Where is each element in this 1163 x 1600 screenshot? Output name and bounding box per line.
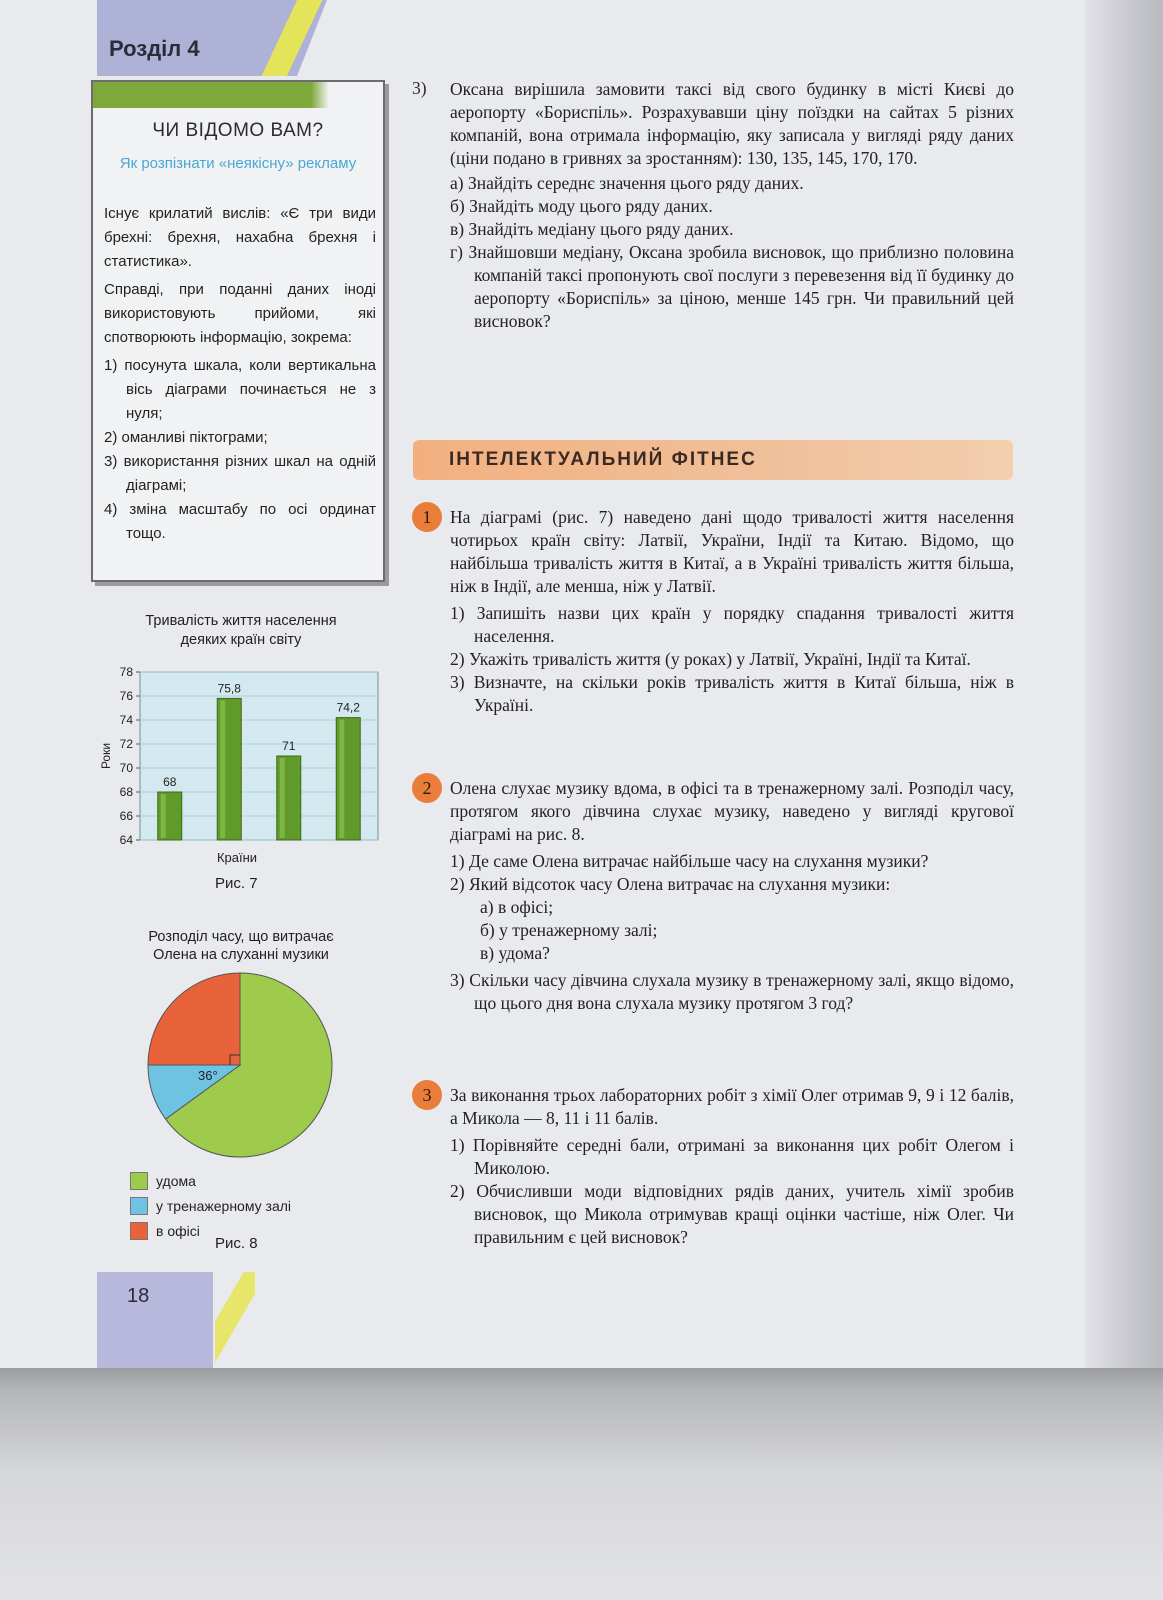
life-expectancy-bar-chart bbox=[98, 660, 388, 870]
y-tick-label: 64 bbox=[119, 833, 133, 847]
legend-item-home bbox=[130, 1168, 390, 1193]
bar-data-label: 71 bbox=[282, 739, 296, 753]
exercise-2-item: 3) Скільки часу дівчина слухала музику в тренажерному залі, якщо відомо, що цього дня вона слухала музику протягом 3 год? bbox=[450, 970, 1014, 1013]
task3-item: б) Знайдіть моду цього ряду даних. bbox=[450, 196, 713, 216]
footer-yellow-stripe bbox=[215, 1272, 255, 1368]
exercise-2-subitems bbox=[450, 896, 1014, 965]
exercise-3 bbox=[450, 1084, 1014, 1249]
y-tick-label: 68 bbox=[119, 785, 133, 799]
bar-data-label: 74,2 bbox=[336, 700, 360, 715]
exercise-2-item: 2) Який відсоток часу Олена витрачає на слухання музики: bbox=[450, 874, 891, 894]
exercise-3-items bbox=[450, 1134, 1014, 1249]
exercise-1-item: 1) Запишіть назви цих країн у порядку спадання тривалості життя населення. bbox=[450, 603, 1014, 646]
task3-item: в) Знайдіть медіану цього ряду даних. bbox=[450, 219, 734, 239]
figure7-title bbox=[110, 612, 372, 650]
figure8-caption: Рис. 8 bbox=[215, 1235, 258, 1252]
figure7-caption: Рис. 7 bbox=[215, 875, 258, 892]
info-box-title: ЧИ ВІДОМО ВАМ? bbox=[152, 120, 324, 141]
task3-item: г) Знайшовши медіану, Оксана зробила висновок, що приблизно половина компаній таксі пропонують свої послуги з перевезення від її будинку до аеропорту «Бориспіль» за ціною, менше 145 грн. Чи правильний цей висновок? bbox=[450, 242, 1014, 331]
info-box-subtitle: Як розпізнати «неякісну» рекламу bbox=[119, 155, 357, 172]
bar-highlight bbox=[220, 700, 225, 838]
info-box bbox=[91, 80, 385, 582]
info-box-tab bbox=[93, 82, 311, 108]
legend-item-office bbox=[130, 1218, 390, 1243]
exercise-3-item: 2) Обчисливши моди відповідних рядів даних, учитель хімії зробив висновок, що Микола отримував кращі оцінки частіше, ніж Олег. Чи правильним є цей висновок? bbox=[450, 1181, 1014, 1247]
bar-data-label: 75,8 bbox=[217, 681, 241, 696]
scan-bottom-shadow bbox=[0, 1368, 1163, 1600]
exercise-3-badge: 3 bbox=[412, 1080, 442, 1110]
x-axis-label: Країни bbox=[216, 850, 258, 865]
exercise-2-subitem: а) в офісі; bbox=[480, 897, 554, 917]
legend-swatch-gym bbox=[130, 1197, 148, 1215]
bar-data-label: 68 bbox=[163, 775, 177, 789]
figure8-title bbox=[110, 928, 372, 964]
exercise-2-text: Олена слухає музику вдома, в офісі та в тренажерному залі. Розподіл часу, протягом якого дівчина слухає музику, наведено у вигляді кругової діаграмі на рис. 8. bbox=[450, 778, 1014, 844]
y-tick-label: 72 bbox=[119, 737, 133, 751]
task3-text: Оксана вирішила замовити таксі від свого будинку в місті Києві до аеропорту «Бориспіль». Розрахувавши ціну поїздки на сайтах 5 різних компаній, вона отримала інформацію, яку записала у вигляді ряду даних (ціни подано в гривнях за зростанням): 130, 135, 145, 170, 170. bbox=[450, 79, 1014, 168]
footer-purple-block bbox=[97, 1272, 213, 1368]
info-paragraph-2: Справді, при поданні даних іноді використовують прийоми, які спотворюють інформацію, зокрема: bbox=[104, 281, 376, 346]
exercise-2-badge: 2 bbox=[412, 773, 442, 803]
figure8-title-line2: Олена на слуханні музики bbox=[153, 947, 329, 963]
page-number: 18 bbox=[127, 1285, 150, 1307]
pie-legend bbox=[130, 1168, 390, 1243]
fitness-title: ІНТЕЛЕКТУАЛЬНИЙ ФІТНЕС bbox=[449, 449, 757, 470]
info-list-item: 3) використання різних шкал на одній діаграмі; bbox=[104, 453, 376, 494]
legend-item-gym bbox=[130, 1193, 390, 1218]
task3-items bbox=[450, 172, 1014, 333]
exercise-3-item: 1) Порівняйте середні бали, отримані за виконання цих робіт Олегом і Миколою. bbox=[450, 1135, 1014, 1178]
y-tick-label: 66 bbox=[119, 809, 133, 823]
bar-highlight bbox=[161, 794, 166, 838]
exercise-1-item: 2) Укажіть тривалість життя (у роках) у Латвії, Україні, Індії та Китаї. bbox=[450, 649, 971, 669]
task3-item: а) Знайдіть середнє значення цього ряду даних. bbox=[450, 173, 804, 193]
y-tick-label: 74 bbox=[119, 713, 133, 727]
exercise-2 bbox=[450, 777, 1014, 1015]
exercise-3-text: За виконання трьох лабораторних робіт з хімії Олег отримав 9, 9 і 12 балів, а Микола — 8, 11 і 11 балів. bbox=[450, 1085, 1014, 1128]
music-time-pie-chart bbox=[140, 965, 340, 1165]
bar-highlight bbox=[339, 720, 344, 838]
info-box-body bbox=[104, 202, 376, 546]
task3-block bbox=[450, 78, 1014, 333]
bar-highlight bbox=[280, 758, 285, 838]
legend-label: в офісі bbox=[156, 1222, 200, 1239]
info-list-item: 2) оманливі піктограми; bbox=[104, 429, 268, 446]
page-spine-shadow bbox=[1085, 0, 1163, 1600]
info-box-tab-fade bbox=[311, 82, 329, 108]
figure7-title-line1: Тривалість життя населення bbox=[145, 613, 337, 629]
info-paragraph-1: Існує крилатий вислів: «Є три види брехні: брехня, нахабна брехня і статистика». bbox=[104, 205, 376, 270]
exercise-1-items bbox=[450, 602, 1014, 717]
section-title: Розділ 4 bbox=[109, 36, 200, 61]
legend-label: у тренажерному залі bbox=[156, 1197, 292, 1214]
exercise-1-badge: 1 bbox=[412, 502, 442, 532]
exercise-1-item: 3) Визначте, на скільки років тривалість життя в Китаї більша, ніж в Україні. bbox=[450, 672, 1014, 715]
exercise-2-subitem: б) у тренажерному залі; bbox=[480, 920, 658, 940]
pie-slice-office bbox=[148, 973, 240, 1065]
y-tick-label: 78 bbox=[119, 665, 133, 679]
task3-number: 3) bbox=[412, 78, 427, 98]
exercise-2-subitem: в) удома? bbox=[480, 943, 550, 963]
page-footer-band bbox=[97, 1272, 257, 1368]
exercise-2-items bbox=[450, 850, 1014, 1015]
figure8-title-line1: Розподіл часу, що витрачає bbox=[148, 929, 334, 945]
legend-label: удома bbox=[156, 1172, 196, 1189]
y-tick-label: 76 bbox=[119, 689, 133, 703]
info-list-item: 1) посунута шкала, коли вертикальна вісь діаграми починається не з нуля; bbox=[104, 357, 376, 422]
legend-swatch-office bbox=[130, 1222, 148, 1240]
pie-angle-label: 36° bbox=[198, 1068, 218, 1083]
figure7-title-line2: деяких країн світу bbox=[180, 632, 302, 648]
exercise-1-text: На діаграмі (рис. 7) наведено дані щодо тривалості життя населення чотирьох країн світу: Латвії, України, Індії та Китаю. Відомо, що найбільша тривалість життя в Китаї, а в Україні тривалість життя більша, ніж в Індії, але менша, ніж у Латвії. bbox=[450, 507, 1014, 596]
fitness-banner bbox=[413, 440, 1013, 480]
exercise-2-item: 1) Де саме Олена витрачає найбільше часу на слухання музики? bbox=[450, 851, 929, 871]
legend-swatch-home bbox=[130, 1172, 148, 1190]
info-list-item: 4) зміна масштабу по осі ординат тощо. bbox=[104, 501, 376, 542]
y-axis-label: Роки bbox=[99, 742, 113, 770]
exercise-1 bbox=[450, 506, 1014, 717]
header-yellow-stripe bbox=[257, 0, 327, 76]
y-tick-label: 70 bbox=[119, 761, 133, 775]
